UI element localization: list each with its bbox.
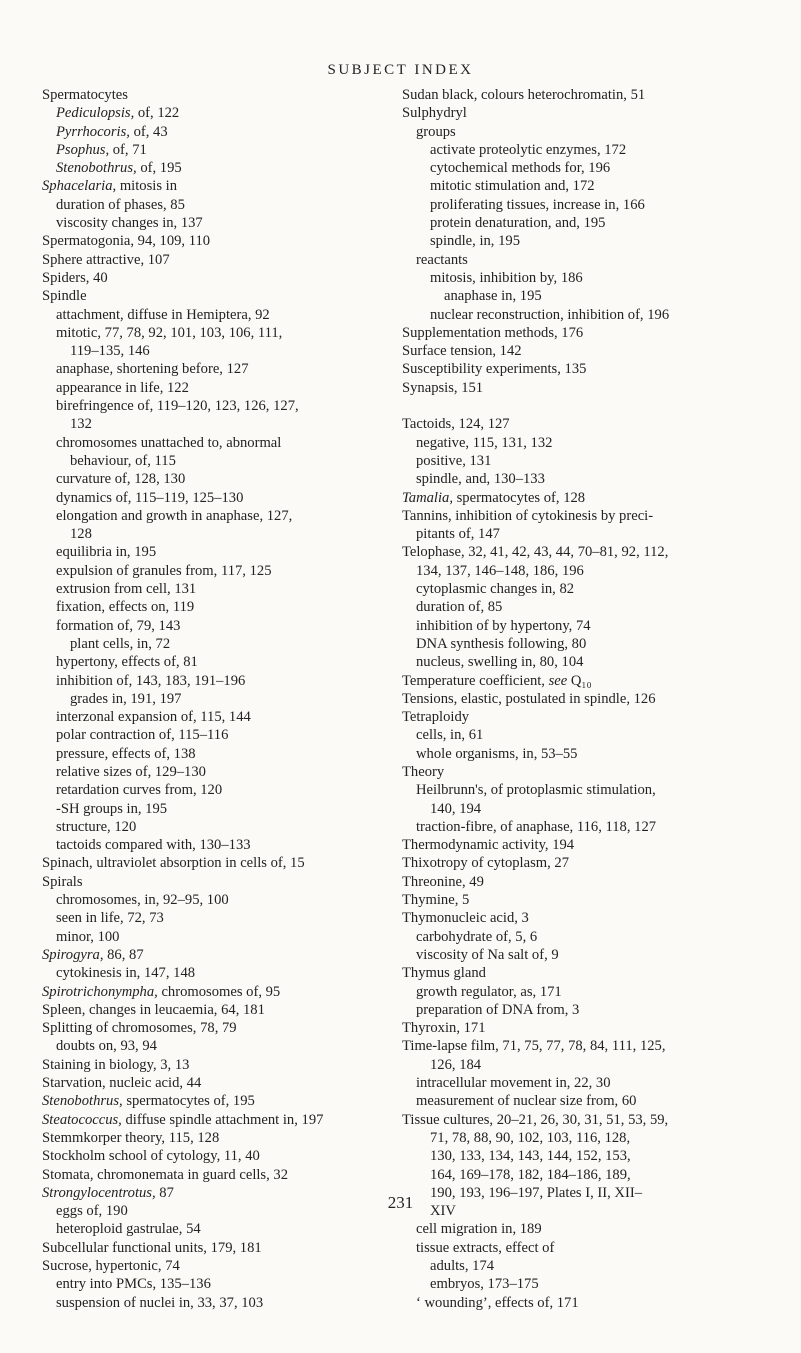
index-text: 132 <box>70 416 92 433</box>
index-text: Spirals <box>42 873 83 890</box>
index-text: extrusion from cell, 131 <box>56 581 197 598</box>
index-text: Spermatogonia, 94, 109, 110 <box>42 233 211 250</box>
index-entry <box>402 1037 752 1055</box>
index-entry <box>402 104 752 122</box>
index-text: Tactoids, 124, 127 <box>402 416 510 433</box>
index-text: Temperature coefficient, <box>402 672 549 689</box>
index-text: negative, 115, 131, 132 <box>416 434 553 451</box>
index-entry <box>42 891 392 909</box>
index-entry <box>42 141 392 159</box>
index-text: polar contraction of, 115–116 <box>56 727 229 744</box>
index-text: Thymonucleic acid, 3 <box>402 910 529 927</box>
index-term-italic: Pediculopsis, <box>56 105 135 122</box>
index-entry <box>402 1092 752 1110</box>
right-index-column <box>402 86 752 1312</box>
running-header: SUBJECT INDEX <box>327 62 474 78</box>
index-entry <box>402 177 752 195</box>
index-entry <box>402 891 752 909</box>
index-entry <box>402 415 752 433</box>
index-text: Sudan black, colours heterochromatin, 51 <box>402 87 646 103</box>
index-entry <box>402 580 752 598</box>
index-entry <box>402 928 752 946</box>
index-entry <box>42 86 392 104</box>
index-text: duration of phases, 85 <box>56 196 185 213</box>
index-text: XIV <box>430 1203 456 1220</box>
index-entry <box>42 1147 392 1165</box>
index-entry <box>402 306 752 324</box>
index-entry <box>402 1147 752 1165</box>
index-entry <box>42 360 392 378</box>
index-entry <box>402 1239 752 1257</box>
index-text: intracellular movement in, 22, 30 <box>416 1075 611 1092</box>
index-entry <box>402 653 752 671</box>
index-text: groups <box>416 123 456 140</box>
index-text: 119–135, 146 <box>70 343 150 360</box>
index-term-italic: Spirogyra, <box>42 946 104 963</box>
index-entry <box>402 470 752 488</box>
index-text: 134, 137, 146–148, 186, 196 <box>416 562 584 579</box>
index-entry <box>42 690 392 708</box>
index-entry <box>402 123 752 141</box>
index-text: inhibition of by hypertony, 74 <box>416 617 591 634</box>
index-text: Tissue cultures, 20–21, 26, 30, 31, 51, 53, 59, <box>402 1111 669 1128</box>
index-text: preparation of DNA from, 3 <box>416 1001 580 1018</box>
index-entry <box>402 1275 752 1293</box>
index-entry <box>42 177 392 195</box>
index-entry <box>42 415 392 433</box>
index-entry <box>42 617 392 635</box>
index-entry <box>42 946 392 964</box>
index-text: growth regulator, as, 171 <box>416 983 562 1000</box>
index-text: Sphere attractive, 107 <box>42 251 170 268</box>
index-entry <box>42 708 392 726</box>
index-entry <box>402 196 752 214</box>
index-text: Thymine, 5 <box>402 892 470 909</box>
index-text: plant cells, in, 72 <box>70 635 171 652</box>
index-entry <box>42 1111 392 1129</box>
index-text: pressure, effects of, 138 <box>56 745 196 762</box>
index-entry <box>42 1166 392 1184</box>
index-entry <box>42 836 392 854</box>
index-entry <box>42 1056 392 1074</box>
index-entry <box>402 726 752 744</box>
index-entry <box>402 818 752 836</box>
index-text: proliferating tissues, increase in, 166 <box>430 196 645 213</box>
index-entry <box>42 159 392 177</box>
index-term-italic: Psophus, <box>56 141 110 158</box>
index-text: -SH groups in, 195 <box>56 800 168 817</box>
index-text: 71, 78, 88, 90, 102, 103, 116, 128, <box>430 1129 631 1146</box>
index-text: embryos, 173–175 <box>430 1276 539 1293</box>
index-text: Thymus gland <box>402 965 486 982</box>
index-entry <box>402 690 752 708</box>
index-entry <box>402 342 752 360</box>
index-text: retardation curves from, 120 <box>56 782 223 799</box>
index-term-italic: Stenobothrus, <box>56 160 137 177</box>
index-text: cytokinesis in, 147, 148 <box>56 965 196 982</box>
index-entry <box>42 379 392 397</box>
index-entry <box>42 123 392 141</box>
index-text: mitotic stimulation and, 172 <box>430 178 595 195</box>
index-entry <box>42 745 392 763</box>
index-entry <box>42 251 392 269</box>
index-text: 87 <box>155 1184 174 1201</box>
index-text: activate proteolytic enzymes, 172 <box>430 141 627 158</box>
index-text: hypertony, effects of, 81 <box>56 654 198 671</box>
index-entry <box>402 86 752 104</box>
index-entry <box>402 800 752 818</box>
index-entry <box>42 507 392 525</box>
index-entry <box>402 159 752 177</box>
index-entry <box>402 781 752 799</box>
index-text: anaphase, shortening before, 127 <box>56 361 249 378</box>
index-text: mitosis in <box>116 178 178 195</box>
index-entry <box>42 653 392 671</box>
index-text: viscosity changes in, 137 <box>56 215 203 232</box>
index-entry <box>402 1257 752 1275</box>
index-entry <box>42 781 392 799</box>
index-entry <box>42 1129 392 1147</box>
index-entry <box>402 635 752 653</box>
index-entry <box>402 983 752 1001</box>
index-text: DNA synthesis following, 80 <box>416 635 587 652</box>
index-term-italic: Stenobothrus, <box>42 1093 123 1110</box>
index-entry <box>42 1074 392 1092</box>
page-number: 231 <box>387 1193 414 1212</box>
index-entry <box>402 1019 752 1037</box>
index-text: 86, 87 <box>103 946 144 963</box>
index-text: doubts on, 93, 94 <box>56 1038 157 1055</box>
index-text: Thermodynamic activity, 194 <box>402 837 575 854</box>
index-text: viscosity of Na salt of, 9 <box>416 946 559 963</box>
index-term-italic: Pyrrhocoris, <box>56 123 130 140</box>
index-entry <box>42 232 392 250</box>
index-text: 164, 169–178, 182, 184–186, 189, <box>430 1166 631 1183</box>
index-text: Splitting of chromosomes, 78, 79 <box>42 1020 237 1037</box>
index-text: nuclear reconstruction, inhibition of, 196 <box>430 306 670 323</box>
index-text: grades in, 191, 197 <box>70 690 182 707</box>
index-text: 130, 133, 134, 143, 144, 152, 153, <box>430 1148 631 1165</box>
index-entry <box>402 232 752 250</box>
index-text: structure, 120 <box>56 818 137 835</box>
index-entry <box>402 287 752 305</box>
index-entry <box>402 214 752 232</box>
index-entry <box>42 543 392 561</box>
index-text: Sucrose, hypertonic, 74 <box>42 1258 180 1274</box>
index-entry <box>402 745 752 763</box>
index-text: fixation, effects on, 119 <box>56 599 195 616</box>
index-text: measurement of nuclear size from, 60 <box>416 1093 637 1110</box>
index-entry <box>402 1220 752 1238</box>
index-entry <box>402 873 752 891</box>
index-entry <box>42 873 392 891</box>
index-text: inhibition of, 143, 183, 191–196 <box>56 672 246 689</box>
index-entry <box>402 141 752 159</box>
index-term-italic: Sphacelaria, <box>42 178 117 195</box>
index-entry <box>42 214 392 232</box>
index-entry <box>402 964 752 982</box>
index-entry <box>42 306 392 324</box>
index-entry <box>402 269 752 287</box>
index-text: Telophase, 32, 41, 42, 43, 44, 70–81, 92, 112, <box>402 544 669 561</box>
index-entry <box>42 672 392 690</box>
index-entry <box>42 909 392 927</box>
index-entry <box>402 452 752 470</box>
index-term-italic: Tamalia, <box>402 489 453 506</box>
index-text: traction-fibre, of anaphase, 116, 118, 127 <box>416 818 657 835</box>
index-entry <box>42 1037 392 1055</box>
index-entry <box>42 580 392 598</box>
index-entry <box>42 397 392 415</box>
index-text: Tensions, elastic, postulated in spindle, 126 <box>402 690 656 707</box>
index-entry <box>42 525 392 543</box>
index-text: spermatocytes of, 195 <box>122 1093 255 1110</box>
index-text: mitosis, inhibition by, 186 <box>430 269 583 286</box>
index-entry <box>402 379 752 397</box>
index-entry <box>42 287 392 305</box>
index-entry <box>402 617 752 635</box>
index-text: appearance in life, 122 <box>56 379 189 396</box>
index-text: cytochemical methods for, 196 <box>430 160 611 177</box>
index-text: spermatocytes of, 128 <box>452 489 586 506</box>
left-index-column <box>42 86 392 1312</box>
index-entry <box>402 360 752 378</box>
index-entry <box>402 434 752 452</box>
index-text: relative sizes of, 129–130 <box>56 763 206 780</box>
index-text: Tetraploidy <box>402 709 470 726</box>
index-text: formation of, 79, 143 <box>56 617 181 634</box>
index-entry <box>402 1001 752 1019</box>
index-text: Thyroxin, 171 <box>402 1020 486 1037</box>
index-text: minor, 100 <box>56 928 120 945</box>
index-text: reactants <box>416 251 468 268</box>
index-text: Stockholm school of cytology, 11, 40 <box>42 1148 260 1165</box>
index-text: spindle, in, 195 <box>430 233 520 250</box>
index-entry <box>42 1001 392 1019</box>
index-entry <box>42 452 392 470</box>
index-text: Tannins, inhibition of cytokinesis by preci- <box>402 507 654 524</box>
index-entry <box>42 489 392 507</box>
index-entry <box>402 1056 752 1074</box>
index-text: cell migration in, 189 <box>416 1221 542 1238</box>
index-entry <box>42 1275 392 1293</box>
index-text: curvature of, 128, 130 <box>56 471 186 488</box>
index-entry <box>402 909 752 927</box>
index-entry <box>42 598 392 616</box>
index-entry <box>402 562 752 580</box>
index-text: anaphase in, 195 <box>444 288 542 305</box>
index-entry <box>42 470 392 488</box>
index-text: Sulphydryl <box>402 105 467 122</box>
index-term-italic: Strongylocentrotus, <box>42 1184 156 1201</box>
index-text: Stemmkorper theory, 115, 128 <box>42 1129 220 1146</box>
index-text: of, 71 <box>109 141 147 158</box>
index-entry <box>42 434 392 452</box>
index-text: 140, 194 <box>430 800 482 817</box>
index-entry <box>42 342 392 360</box>
index-text: tactoids compared with, 130–133 <box>56 837 251 854</box>
index-text: Starvation, nucleic acid, 44 <box>42 1075 202 1092</box>
index-text: entry into PMCs, 135–136 <box>56 1276 211 1293</box>
index-entry <box>402 708 752 726</box>
index-text: cells, in, 61 <box>416 727 484 744</box>
index-text: Surface tension, 142 <box>402 343 522 360</box>
index-entry <box>42 1220 392 1238</box>
index-entry <box>42 983 392 1001</box>
index-text: Supplementation methods, 176 <box>402 324 584 341</box>
index-entry <box>402 543 752 561</box>
index-entry <box>402 324 752 342</box>
index-text: heteroploid gastrulae, 54 <box>56 1221 201 1238</box>
index-text: chromosomes of, 95 <box>157 983 281 1000</box>
index-text: interzonal expansion of, 115, 144 <box>56 709 251 726</box>
cross-reference-target: Q₁₀ <box>567 672 592 689</box>
index-text: Heilbrunn's, of protoplasmic stimulation, <box>416 782 656 799</box>
index-term-italic: Steatococcus, <box>42 1111 122 1128</box>
index-text: mitotic, 77, 78, 92, 101, 103, 106, 111, <box>56 324 283 341</box>
index-entry <box>42 104 392 122</box>
index-entry <box>42 1257 392 1275</box>
index-text: tissue extracts, effect of <box>416 1239 555 1256</box>
index-text: Spiders, 40 <box>42 269 108 286</box>
index-term-italic: Spirotrichonympha, <box>42 983 158 1000</box>
index-entry <box>402 763 752 781</box>
index-text: birefringence of, 119–120, 123, 126, 127, <box>56 398 299 415</box>
index-text: 128 <box>70 526 92 543</box>
index-entry <box>42 964 392 982</box>
index-entry <box>402 946 752 964</box>
index-entry <box>42 269 392 287</box>
index-entry <box>402 1294 752 1312</box>
index-entry <box>402 507 752 525</box>
index-entry <box>402 672 752 690</box>
index-text: elongation and growth in anaphase, 127, <box>56 507 293 524</box>
index-entry <box>42 1019 392 1037</box>
index-text: chromosomes, in, 92–95, 100 <box>56 892 229 909</box>
index-text: Time-lapse film, 71, 75, 77, 78, 84, 111, 125, <box>402 1038 666 1055</box>
index-text: of, 43 <box>129 123 168 140</box>
index-text: ‘ wounding’, effects of, 171 <box>416 1294 579 1311</box>
index-text: Thixotropy of cytoplasm, 27 <box>402 855 569 872</box>
index-text: Subcellular functional units, 179, 181 <box>42 1239 262 1256</box>
index-entry <box>402 1129 752 1147</box>
index-text: Spermatocytes <box>42 87 128 103</box>
index-entry <box>402 598 752 616</box>
index-entry <box>42 562 392 580</box>
index-text: diffuse spindle attachment in, 197 <box>121 1111 324 1128</box>
index-entry <box>42 196 392 214</box>
index-text: whole organisms, in, 53–55 <box>416 745 578 762</box>
index-text: Spindle <box>42 288 87 305</box>
index-text: Threonine, 49 <box>402 873 484 890</box>
index-entry <box>42 928 392 946</box>
index-entry <box>402 251 752 269</box>
index-entry <box>42 800 392 818</box>
index-text: of, 122 <box>134 105 180 122</box>
index-entry <box>42 324 392 342</box>
index-entry <box>42 635 392 653</box>
cross-reference-see: see <box>548 672 568 689</box>
index-text: spindle, and, 130–133 <box>416 471 545 488</box>
index-text: behaviour, of, 115 <box>70 452 176 469</box>
index-text: seen in life, 72, 73 <box>56 910 164 927</box>
index-text: adults, 174 <box>430 1258 495 1274</box>
index-entry <box>402 836 752 854</box>
index-entry <box>42 818 392 836</box>
index-text: protein denaturation, and, 195 <box>430 215 606 232</box>
index-text: of, 195 <box>136 160 182 177</box>
index-text: eggs of, 190 <box>56 1203 128 1220</box>
index-entry <box>402 525 752 543</box>
index-entry <box>402 489 752 507</box>
index-entry <box>402 854 752 872</box>
index-text: attachment, diffuse in Hemiptera, 92 <box>56 306 270 323</box>
index-text: dynamics of, 115–119, 125–130 <box>56 489 244 506</box>
index-text: 126, 184 <box>430 1056 482 1073</box>
index-text: cytoplasmic changes in, 82 <box>416 581 575 598</box>
index-text: positive, 131 <box>416 452 492 469</box>
index-entry <box>42 726 392 744</box>
index-entry <box>402 1166 752 1184</box>
index-text: 190, 193, 196–197, Plates I, II, XII– <box>430 1184 642 1201</box>
index-text: expulsion of granules from, 117, 125 <box>56 562 272 579</box>
index-text: Theory <box>402 763 445 780</box>
index-text: Spleen, changes in leucaemia, 64, 181 <box>42 1001 265 1018</box>
index-text: Staining in biology, 3, 13 <box>42 1056 190 1073</box>
index-text: carbohydrate of, 5, 6 <box>416 928 538 945</box>
index-entry <box>402 1111 752 1129</box>
index-entry <box>42 1294 392 1312</box>
index-entry <box>42 763 392 781</box>
index-entry <box>42 1239 392 1257</box>
index-text: Spinach, ultraviolet absorption in cells of, 15 <box>42 855 305 872</box>
index-text: nucleus, swelling in, 80, 104 <box>416 654 584 671</box>
index-text: suspension of nuclei in, 33, 37, 103 <box>56 1294 264 1311</box>
index-text: pitants of, 147 <box>416 526 500 543</box>
index-text: Stomata, chromonemata in guard cells, 32 <box>42 1166 288 1183</box>
index-text: duration of, 85 <box>416 599 503 616</box>
index-entry <box>42 854 392 872</box>
index-text: chromosomes unattached to, abnormal <box>56 434 282 451</box>
index-entry <box>42 1092 392 1110</box>
index-text: Synapsis, 151 <box>402 379 484 396</box>
index-entry <box>402 1074 752 1092</box>
index-text: Susceptibility experiments, 135 <box>402 361 587 378</box>
index-text: equilibria in, 195 <box>56 544 157 561</box>
